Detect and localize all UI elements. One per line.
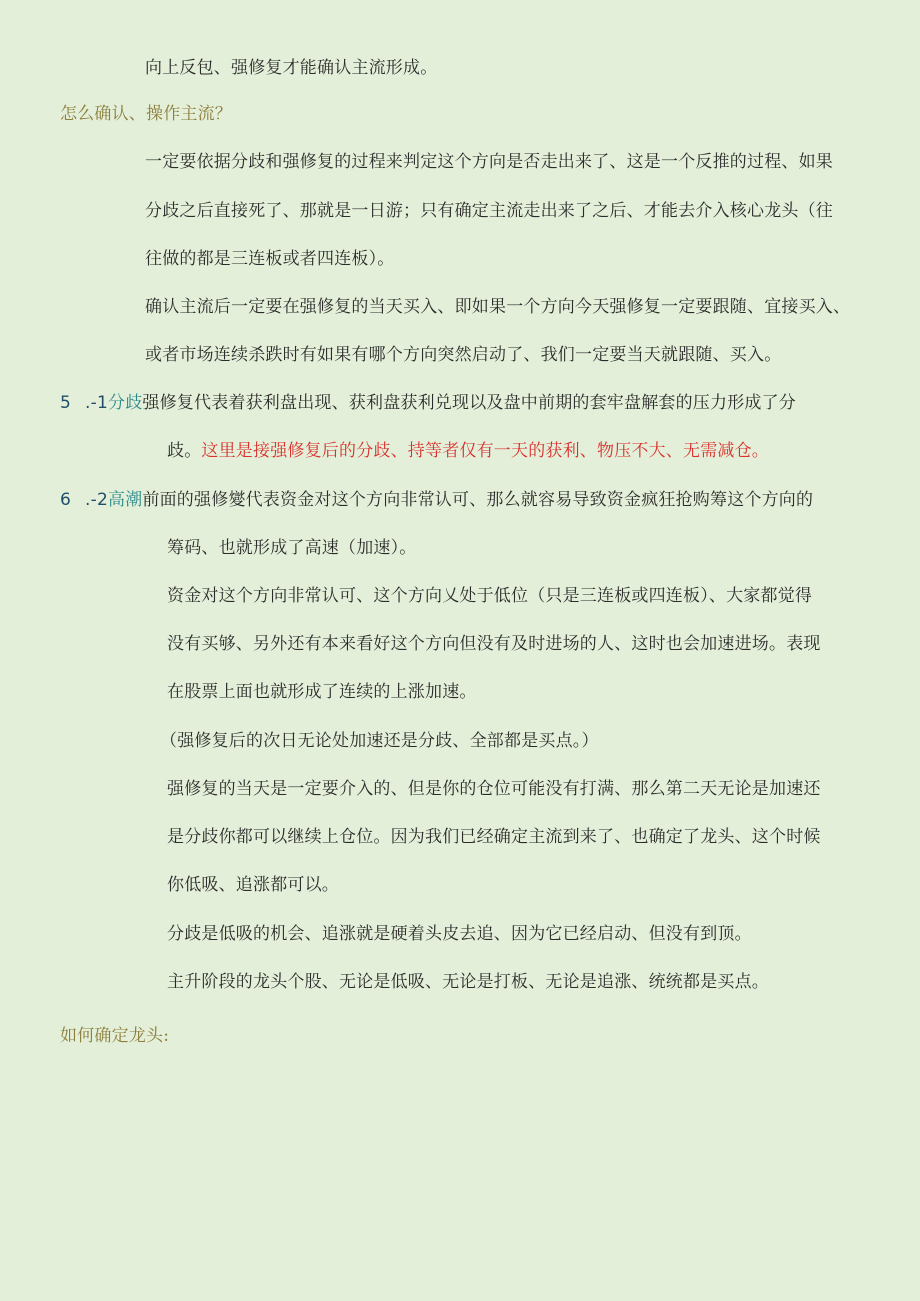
list-sub-number: .-2	[85, 490, 108, 510]
list-sub-number: .-1	[85, 393, 108, 413]
keyword-divergence: 分歧	[108, 393, 143, 413]
paragraph-line: 确认主流后一定要在强修复的当天买入、即如果一个方向今天强修复一定要跟随、宜接买入、	[145, 297, 851, 317]
paragraph-line: 没有买够、另外还有本来看好这个方向但没有及时进场的人、这时也会加速进场。表现	[167, 634, 821, 654]
paragraph-line: 一定要依据分歧和强修复的过程来判定这个方向是否走出来了、这是一个反推的过程、如果	[145, 152, 833, 172]
section-heading-identify-leader: 如何确定龙头:	[60, 1026, 170, 1046]
paragraph-line: （强修复后的次日无论处加速还是分歧、全部都是买点。）	[160, 731, 599, 751]
list-item-text: 强修复代表着获利盘出现、获利盘获利兑现以及盘中前期的套牢盘解套的压力形成了分	[142, 393, 797, 413]
list-item-6-continuation: 筹码、也就形成了高速（加速）。	[167, 538, 417, 558]
paragraph-line: 在股票上面也就形成了连续的上涨加速。	[167, 682, 477, 702]
paragraph-line: 资金对这个方向非常认可、这个方向乂处于低位（只是三连板或四连板）、大家都觉得	[167, 586, 813, 606]
list-number: 5	[60, 393, 72, 413]
list-item-5	[60, 391, 796, 415]
list-item-text: 歧。	[167, 441, 202, 461]
list-item-text: 前面的强修夑代表资金对这个方向非常认可、那么就容易导致资金疯狂抢购筹这个方向的	[142, 490, 814, 510]
paragraph-line: 分歧之后直接死了、那就是一日游；只有确定主流走出来了之后、才能去介入核心龙头（往	[145, 201, 833, 221]
list-item-5-continuation	[167, 439, 769, 463]
paragraph-line: 你低吸、追涨都可以。	[167, 875, 339, 895]
paragraph-line: 主升阶段的龙头个股、无论是低吸、无论是打板、无论是追涨、统统都是买点。	[167, 972, 769, 992]
paragraph-line: 强修复的当天是一定要介入的、但是你的仓位可能没有打满、那么第二天无论是加速还	[167, 779, 821, 799]
list-number: 6	[60, 490, 72, 510]
section-heading-confirm-mainstream: 怎么确认、操作主流？	[60, 104, 232, 124]
paragraph-line: 往做的都是三连板或者四连板）。	[145, 249, 395, 269]
paragraph-line: 或者市场连续杀跌时有如果有哪个方向突然启动了、我们一定要当天就跟随、买入。	[145, 345, 782, 365]
keyword-climax: 高潮	[108, 490, 143, 510]
paragraph-line: 是分歧你都可以继续上仓位。因为我们已经确定主流到来了、也确定了龙头、这个时候	[167, 827, 821, 847]
paragraph-line: 分歧是低吸的机会、追涨就是硬着头皮去追、因为它已经启动、但没有到顶。	[167, 924, 752, 944]
paragraph-line: 向上反包、强修复才能确认主流形成。	[145, 58, 438, 78]
list-item-6	[60, 488, 813, 512]
highlighted-note: 这里是接强修复后的分歧、持等者仅有一天的获利、物压不大、无需减仓。	[201, 441, 770, 461]
